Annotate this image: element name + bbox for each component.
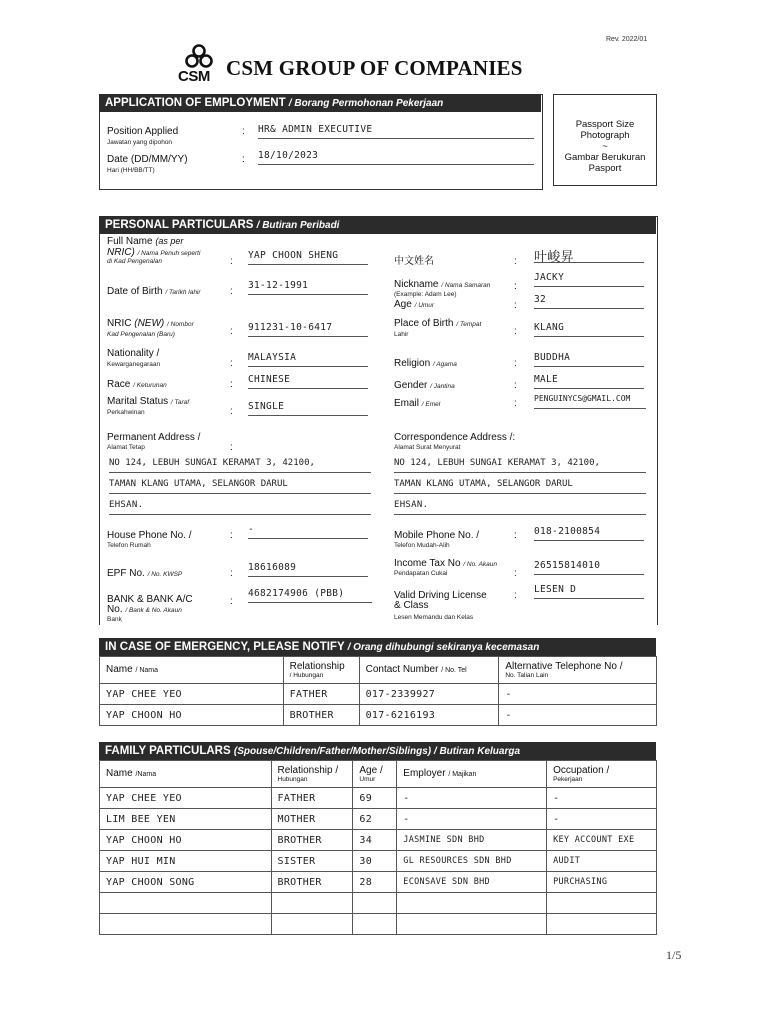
correspondence-address-line3[interactable]: EHSAN. (394, 500, 646, 515)
date-field[interactable]: 18/10/2023 (258, 150, 534, 165)
table-row (100, 914, 657, 935)
income-tax-field[interactable]: 26515814010 (534, 560, 644, 575)
col-relationship: Relationship / Hubungan (271, 761, 353, 788)
family-title: FAMILY PARTICULARS (Spouse/Children/Father/Mother/Siblings) / Butiran Keluarga (99, 742, 656, 760)
position-field[interactable]: HR& ADMIN EXECUTIVE (258, 124, 534, 139)
house-phone-field[interactable]: - (248, 524, 368, 539)
table-row (100, 893, 657, 914)
company-name: CSM GROUP OF COMPANIES (226, 56, 523, 80)
epf-field[interactable]: 18616089 (248, 562, 368, 577)
page-number: 1/5 (666, 948, 682, 962)
col-employer: Employer / Majikan (397, 761, 547, 788)
col-age: Age / Umur (353, 761, 397, 788)
personal-title: PERSONAL PARTICULARS / Butiran Peribadi (99, 216, 656, 234)
chinese-name-label: 中文姓名 (394, 256, 434, 267)
col-name: Name /Nama (100, 761, 272, 788)
dob-field[interactable]: 31-12-1991 (248, 280, 368, 295)
permanent-address-line1[interactable]: NO 124, LEBUH SUNGAI KERAMAT 3, 42100, (109, 458, 371, 473)
nationality-field[interactable]: MALAYSIA (248, 352, 368, 367)
date-sub: Hari (HH/BB/TT) (107, 167, 155, 174)
position-label: Position Applied (107, 126, 179, 137)
emergency-table (99, 656, 657, 726)
age-field[interactable]: 32 (534, 294, 644, 309)
family-table (99, 760, 657, 935)
place-of-birth-field[interactable]: KLANG (534, 322, 644, 337)
passport-photo-box: Passport Size Photograph ~ Gambar Berukuran Pasport (553, 94, 657, 186)
table-row: YAP CHOON SONG BROTHER 28 ECONSAVE SDN BHD PURCHASING (100, 872, 657, 893)
mobile-phone-field[interactable]: 018-2100854 (534, 526, 644, 541)
application-title: APPLICATION OF EMPLOYMENT / Borang Permohonan Pekerjaan (99, 94, 541, 112)
permanent-address-line2[interactable]: TAMAN KLANG UTAMA, SELANGOR DARUL (109, 479, 371, 494)
revision-label: Rev. 2022/01 (606, 36, 648, 43)
logo-rings-icon (182, 44, 216, 70)
date-label: Date (DD/MM/YY) (107, 154, 188, 165)
table-row: YAP CHOON HO BROTHER 34 JASMINE SDN BHD KEY ACCOUNT EXE (100, 830, 657, 851)
col-relationship: Relationship / Hubungan (283, 657, 359, 684)
chinese-name-field[interactable]: 叶峻昇 (534, 246, 644, 263)
logo-text: CSM (178, 68, 210, 85)
full-name-field[interactable]: YAP CHOON SHENG (248, 250, 368, 265)
permanent-address-line3[interactable]: EHSAN. (109, 500, 371, 515)
table-row: LIM BEE YEN MOTHER 62 - - (100, 809, 657, 830)
col-occupation: Occupation / Pekerjaan (547, 761, 657, 788)
table-row: YAP CHEE YEO FATHER 69 - - (100, 788, 657, 809)
table-row: YAP CHEE YEO FATHER 017-2339927 - (100, 684, 657, 705)
gender-field[interactable]: MALE (534, 374, 644, 389)
marital-field[interactable]: SINGLE (248, 401, 368, 416)
race-field[interactable]: CHINESE (248, 374, 368, 389)
bank-account-field[interactable]: 4682174906 (PBB) (248, 588, 372, 603)
driving-license-field[interactable]: LESEN D (534, 584, 644, 599)
position-sub: Jawatan yang dipohon (107, 139, 173, 146)
correspondence-address-line2[interactable]: TAMAN KLANG UTAMA, SELANGOR DARUL (394, 479, 646, 494)
col-alt-phone: Alternative Telephone No / No. Talian Lain (499, 657, 657, 684)
table-row: YAP HUI MIN SISTER 30 GL RESOURCES SDN BHD AUDIT (100, 851, 657, 872)
correspondence-address-line1[interactable]: NO 124, LEBUH SUNGAI KERAMAT 3, 42100, (394, 458, 646, 473)
table-row: YAP CHOON HO BROTHER 017-6216193 - (100, 705, 657, 726)
col-contact: Contact Number / No. Tel (359, 657, 499, 684)
nric-field[interactable]: 911231-10-6417 (248, 322, 368, 337)
emergency-title: IN CASE OF EMERGENCY, PLEASE NOTIFY / Orang dihubungi sekiranya kecemasan (99, 638, 656, 656)
col-name: Name / Nama (100, 657, 284, 684)
nickname-field[interactable]: JACKY (534, 272, 644, 287)
email-field[interactable]: PENGUINYCS@GMAIL.COM (534, 394, 646, 409)
religion-field[interactable]: BUDDHA (534, 352, 644, 367)
company-logo (176, 44, 220, 86)
